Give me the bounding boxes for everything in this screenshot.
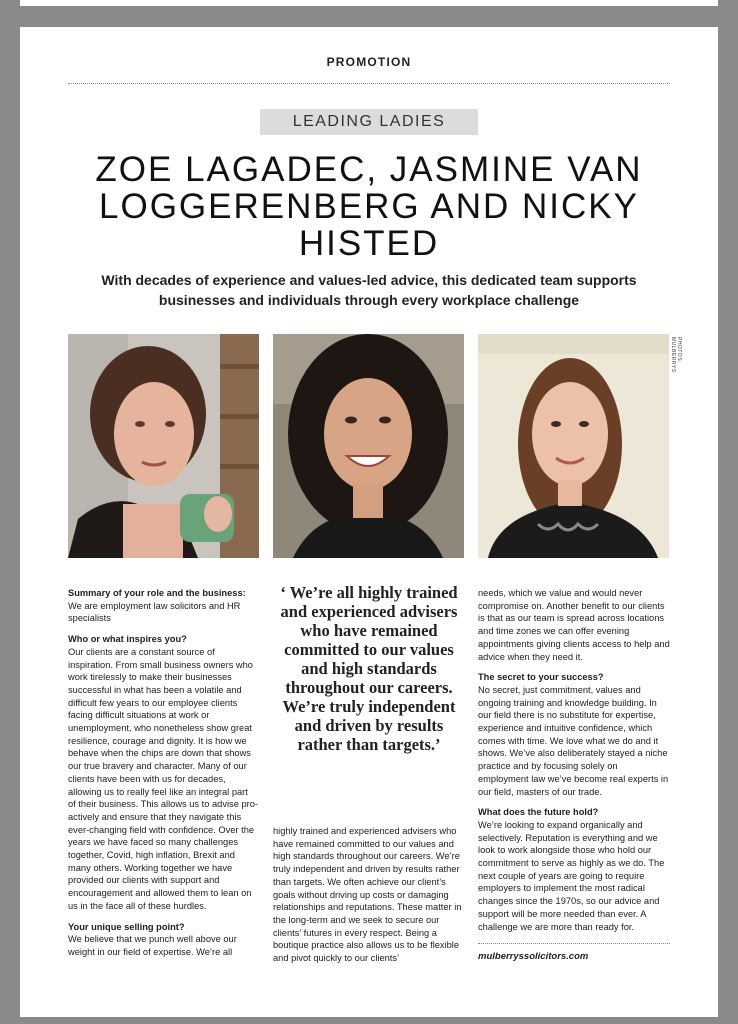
question-heading: The secret to your success? <box>478 672 604 683</box>
answer-text: No secret, just commitment, values and ongoing training and knowledge building. In our field there is no substitute for expertise, experience and intuitive confidence, which comes with time. We love what we do and it shows. We’ve also deliberately stayed a niche practice and by focusing solely on employment law we’ve become real experts in our field, masters of our trade. <box>478 684 669 797</box>
website-link[interactable]: mulberryssolicitors.com <box>478 951 589 962</box>
answer-text: We are employment law solicitors and HR specialists <box>68 600 241 624</box>
question-heading: What does the future hold? <box>478 807 599 818</box>
portrait-photo-1 <box>68 334 259 558</box>
previous-page-edge <box>20 0 718 6</box>
answer-text: Our clients are a constant source of inspiration. From small business owners who work tirelessly to make their businesses successful in what has been a volatile and difficult few years to our employee clients facing difficult situations at work or unemployment, who nonetheless show great resilience, courage and dignity. It is how we behave when the chips are down that shows our true bravery and character. Many of our clients have been with us for decades, allowing us to really feel like an integral part of their business. This allows us to advise pro-actively and ensure that they navigate this ever-changing field with confidence. Over the years we have faced so many challenges together, Covid, high inflation, Brexit and many others. Working together we have provided our clients with support and encouragement and allowed them to lean on us in the face all of these hurdles. <box>68 646 258 911</box>
question-heading: Summary of your role and the business: <box>68 588 246 598</box>
top-divider <box>68 83 670 84</box>
headline: ZOE LAGADEC, JASMINE VAN LOGGERENBERG AND NICKY HISTED <box>95 150 643 263</box>
portrait-photo-2 <box>273 334 464 558</box>
column-2 <box>273 825 463 973</box>
answer-text: We believe that we punch well above our weight in our field of expertise. We’re all <box>68 934 237 957</box>
column-3 <box>478 587 670 941</box>
pull-quote: ‘ We’re all highly trained and experienced advisers who have remained committed to our values and high standards throughout our careers. We’re truly independent and driven by results rather than targets.’ <box>280 583 458 754</box>
kicker-label: LEADING LADIES <box>260 109 478 135</box>
qa-block-success <box>478 671 670 798</box>
magazine-page <box>20 27 718 1017</box>
answer-text: highly trained and experienced advisers who have remained committed to our values and high standards throughout our careers. We’re truly independent and driven by results rather than targets. We often achieve our client’s goals without driving up costs or damaging relationships and reputations. These matter in the long-term and we seek to secure our clients’ futures in every respect. Being a boutique practice also allows us to be flexible and pivot quickly to our clients’ <box>273 826 462 964</box>
qa-block-inspiration <box>68 633 258 912</box>
column-1 <box>68 587 258 967</box>
question-heading: Your unique selling point? <box>68 921 185 932</box>
qa-block-future <box>478 806 670 933</box>
qa-block-summary <box>68 587 258 625</box>
photo-credit: PHOTOS: MULBERRYS <box>670 337 682 373</box>
portrait-photo-3 <box>478 334 669 558</box>
website-divider <box>478 943 670 944</box>
section-label: PROMOTION <box>326 55 412 69</box>
answer-text: needs, which we value and would never compromise on. Another benefit to our clients is that as our team is spread across locations and time zones we can offer evening appointments giving clients access to help and advice when they need it. <box>478 588 670 662</box>
answer-text: We’re looking to expand organically and selectively. Reputation is everything and we look to work alongside those who hold our commitment to serve as highly as we do. The next couple of years are going to require employers to implement the most radical changes since the 1970s, so our advice and support will be more needed than ever. A challenge we are more than ready for. <box>478 819 665 932</box>
question-heading: Who or what inspires you? <box>68 634 187 645</box>
subheading: With decades of experience and values-led advice, this dedicated team supports businesses and individuals through every workplace challenge <box>101 272 637 308</box>
qa-block-usp <box>68 921 258 959</box>
